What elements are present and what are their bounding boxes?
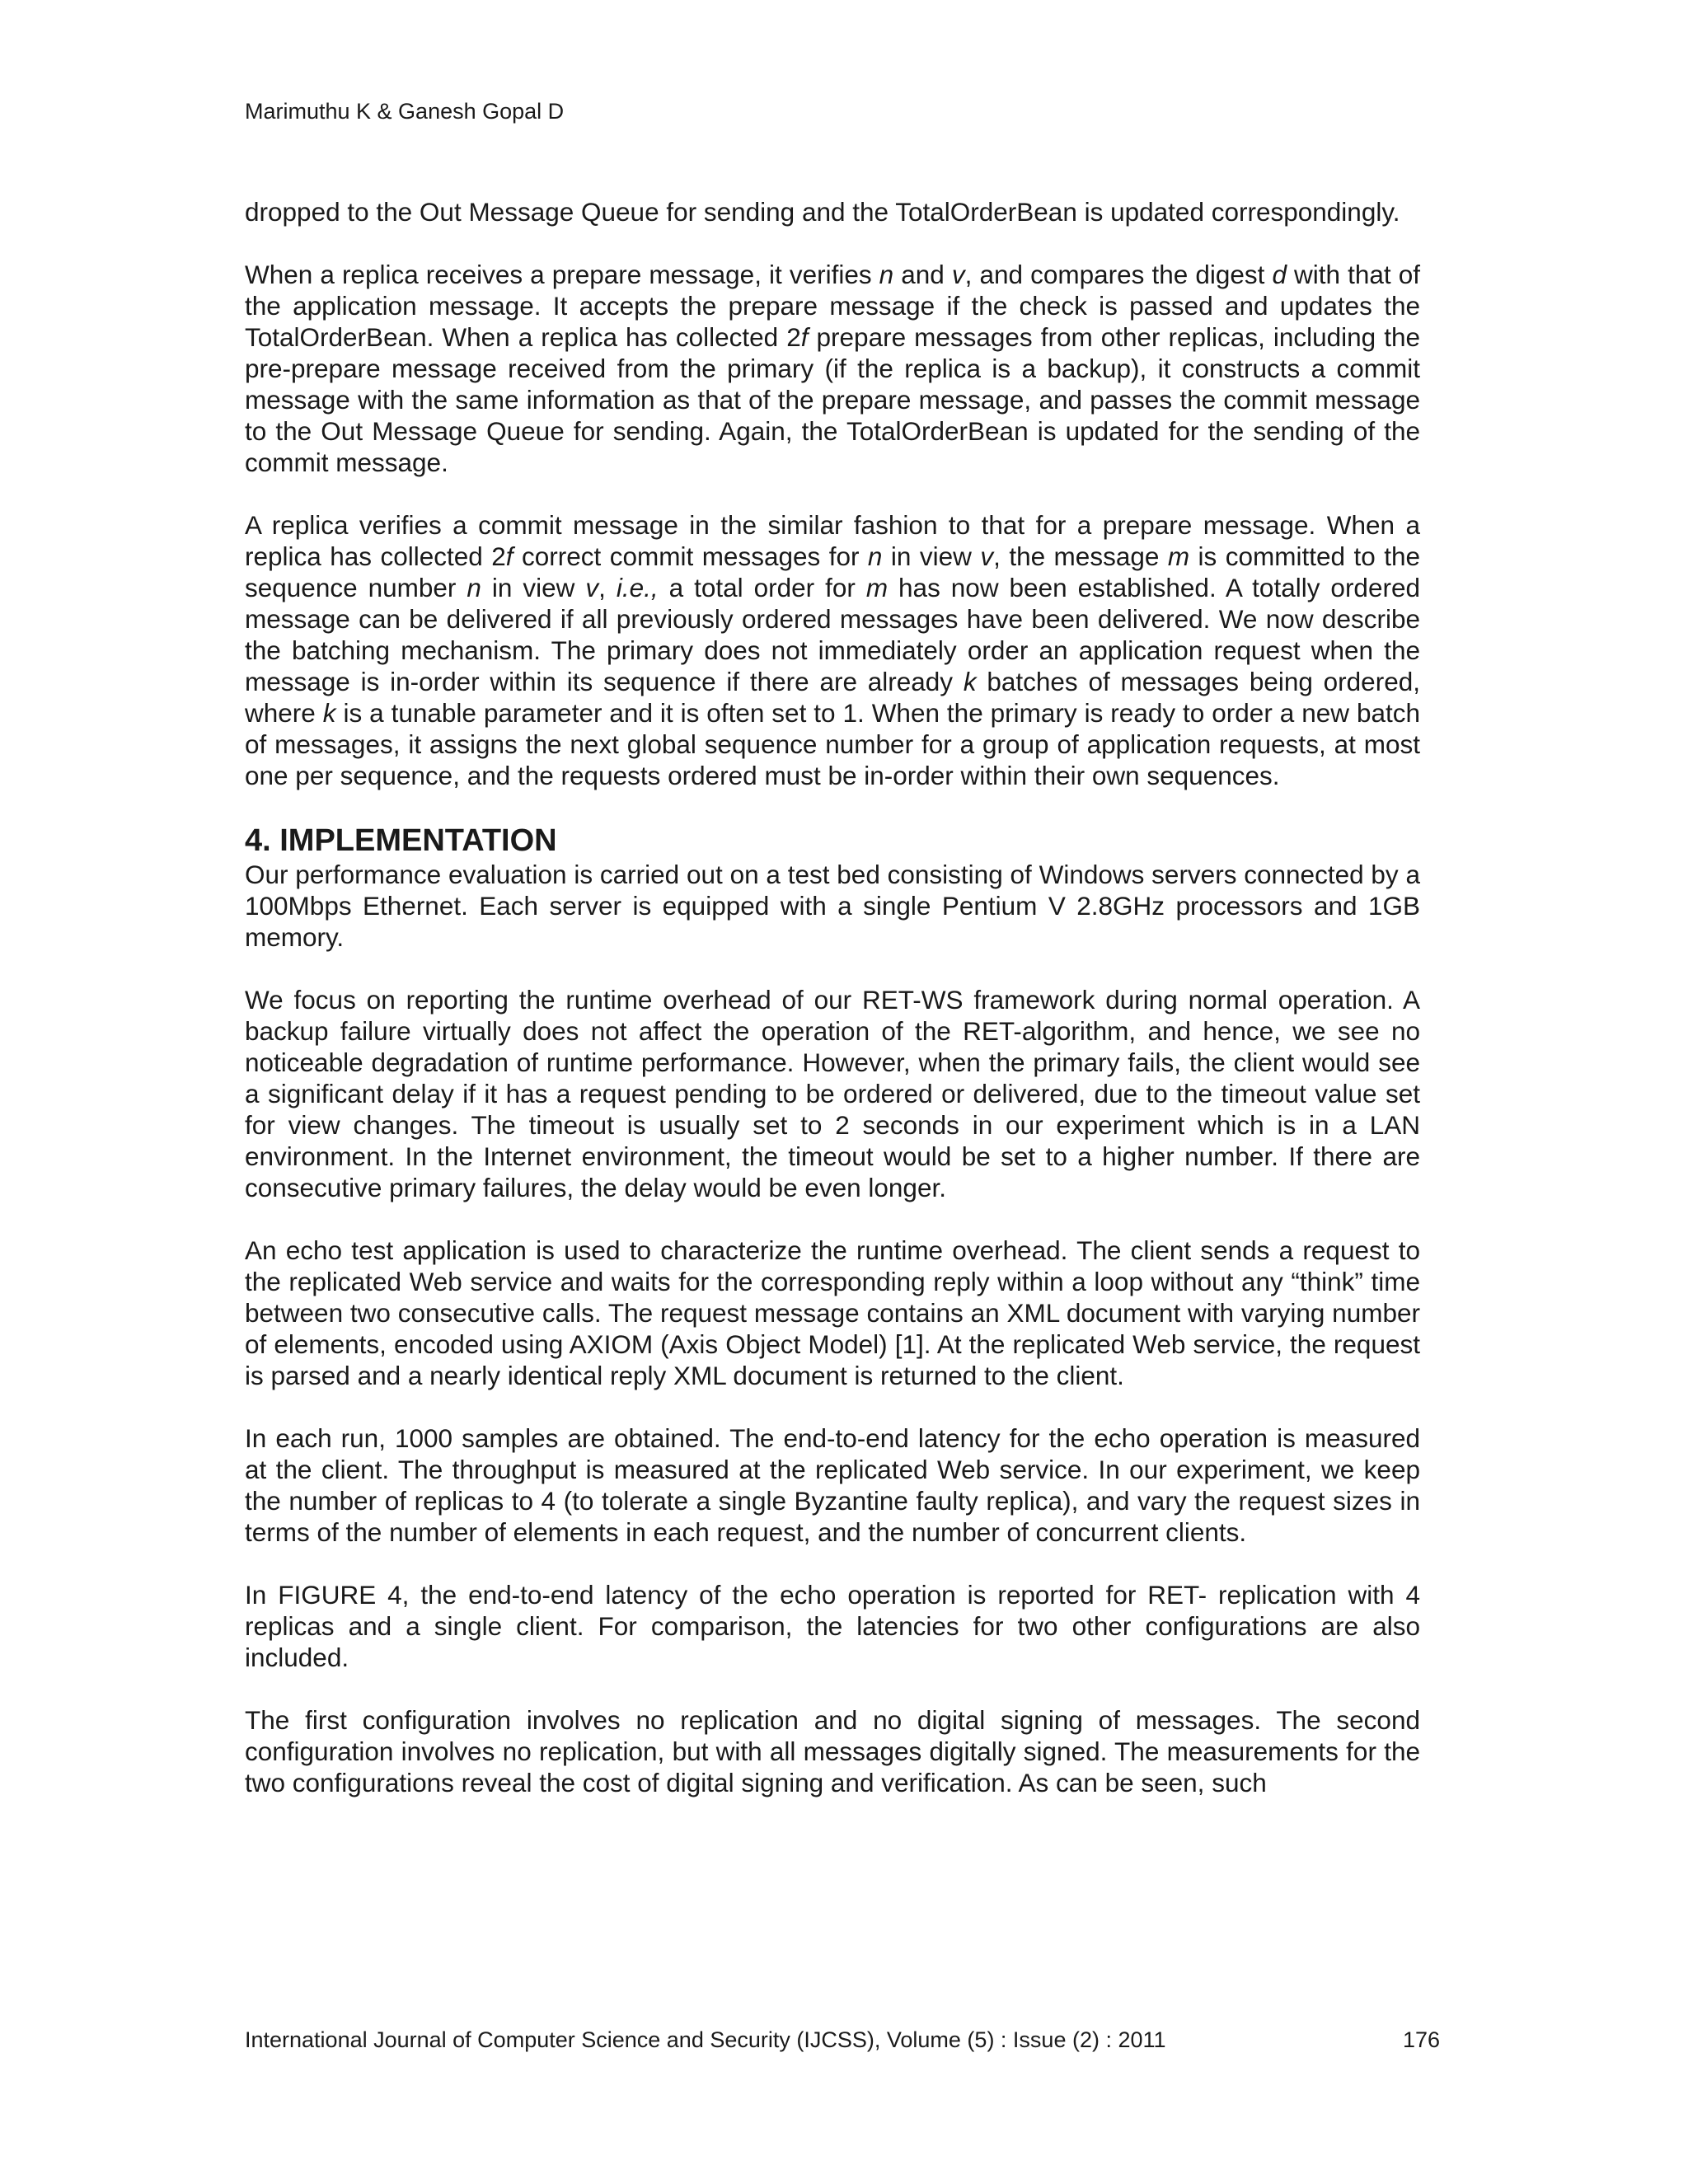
math-var: v	[585, 573, 599, 602]
text: Our performance evaluation is carried out on a test bed consisting of Windows servers connected by a 100Mbps Ethernet. Each server is equipped with a single Pentium V 2.8GHz processors and 1GB memory.	[245, 860, 1420, 952]
paragraph-6	[245, 1235, 1420, 1391]
text: a total order for	[658, 573, 866, 602]
paragraph-8	[245, 1579, 1420, 1673]
paragraph-9	[245, 1704, 1420, 1798]
text: In FIGURE 4, the end-to-end latency of the echo operation is reported for RET- replication with 4 replicas and a single client. For comparison, the latencies for two other configurations are also included.	[245, 1580, 1420, 1672]
text: prepare messages from other replicas, including the pre-prepare message received from the primary (if the replica is a backup), it constructs a commit message with the same information as that of the prepare message, and passes the commit message to the Out Message Queue for sending. Again, the TotalOrderBean is updated for the sending of the commit message.	[245, 322, 1420, 477]
text: , and compares the digest	[964, 260, 1273, 289]
math-var: v	[951, 260, 965, 289]
text: An echo test application is used to characterize the runtime overhead. The client sends a request to the replicated Web service and waits for the corresponding reply within a loop without any “think” time between two consecutive calls. The request message contains an XML document with varying number of elements, encoded using AXIOM (Axis Object Model) [1]. At the replicated Web service, the request is parsed and a nearly identical reply XML document is returned to the client.	[245, 1235, 1420, 1390]
text: A replica verifies a commit message in the similar fashion to that for a prepare message. When a replica has collected 2	[245, 510, 1420, 571]
math-var: n	[467, 573, 481, 602]
paragraph-5	[245, 984, 1420, 1203]
paragraph-7	[245, 1422, 1420, 1548]
text: In each run, 1000 samples are obtained. The end-to-end latency for the echo operation is measured at the client. The throughput is measured at the replicated Web service. In our experiment, we keep the number of replicas to 4 (to tolerate a single Byzantine faulty replica), and vary the request sizes in terms of the number of elements in each request, and the number of concurrent clients.	[245, 1423, 1420, 1547]
paragraph-1	[245, 196, 1420, 227]
math-var: m	[865, 573, 889, 602]
text: is committed to the sequence number	[245, 541, 1420, 602]
page-number: 176	[1402, 2027, 1440, 2052]
math-var: d	[1272, 260, 1287, 289]
running-header-authors: Marimuthu K & Ganesh Gopal D	[245, 99, 565, 124]
footer-journal-citation: International Journal of Computer Science and Security (IJCSS), Volume (5) : Issue (2) : 2011	[245, 2027, 1166, 2052]
math-var: f	[800, 322, 809, 352]
math-var: f	[505, 541, 513, 571]
paragraph-3	[245, 509, 1420, 791]
math-var: k	[963, 667, 977, 696]
text: correct commit messages for	[513, 541, 868, 571]
text: is a tunable parameter and it is often set to 1. When the primary is ready to order a new batch of messages, it assigns the next global sequence number for a group of application requests, at most one per sequence, and the requests ordered must be in-order within their own sequences.	[245, 698, 1421, 790]
text: has now been established. A totally ordered message can be delivered if all previously ordered messages have been delivered. We now describe the batching mechanism. The primary does not immediately order an application request when the message is in-order within its sequence if there are already	[245, 573, 1421, 696]
paragraph-4	[245, 859, 1420, 953]
text: ,	[598, 573, 617, 602]
italic-abbrev: i.e.,	[616, 573, 659, 602]
text: , the message	[993, 541, 1168, 571]
text: in view	[481, 573, 586, 602]
math-var: n	[879, 260, 894, 289]
text: and	[893, 260, 952, 289]
section-heading: 4. IMPLEMENTATION	[245, 823, 557, 858]
text: The first configuration involves no replication and no digital signing of messages. The second configuration involves no replication, but with all messages digitally signed. The measurements for the two configurations reveal the cost of digital signing and verification. As can be seen, such	[245, 1705, 1420, 1797]
text: We focus on reporting the runtime overhead of our RET-WS framework during normal operation. A backup failure virtually does not affect the operation of the RET-algorithm, and hence, we see no noticeable degradation of runtime performance. However, when the primary fails, the client would see a significant delay if it has a request pending to be ordered or delivered, due to the timeout value set for view changes. The timeout is usually set to 2 seconds in our experiment which is in a LAN environment. In the Internet environment, the timeout would be set to a higher number. If there are consecutive primary failures, the delay would be even longer.	[245, 985, 1420, 1202]
text: dropped to the Out Message Queue for sending and the TotalOrderBean is updated correspondingly.	[245, 197, 1400, 227]
math-var: n	[867, 541, 883, 571]
text: with that of the application message. It accepts the prepare message if the check is passed and updates the TotalOrderBean. When a replica has collected 2	[245, 260, 1421, 352]
text: When a replica receives a prepare message, it verifies	[245, 260, 879, 289]
body-text	[245, 196, 1420, 1830]
text: in view	[882, 541, 981, 571]
math-var: v	[980, 541, 994, 571]
text: batches of messages being ordered, where	[245, 667, 1420, 728]
math-var: m	[1167, 541, 1190, 571]
math-var: k	[322, 698, 336, 728]
paragraph-2	[245, 259, 1420, 478]
